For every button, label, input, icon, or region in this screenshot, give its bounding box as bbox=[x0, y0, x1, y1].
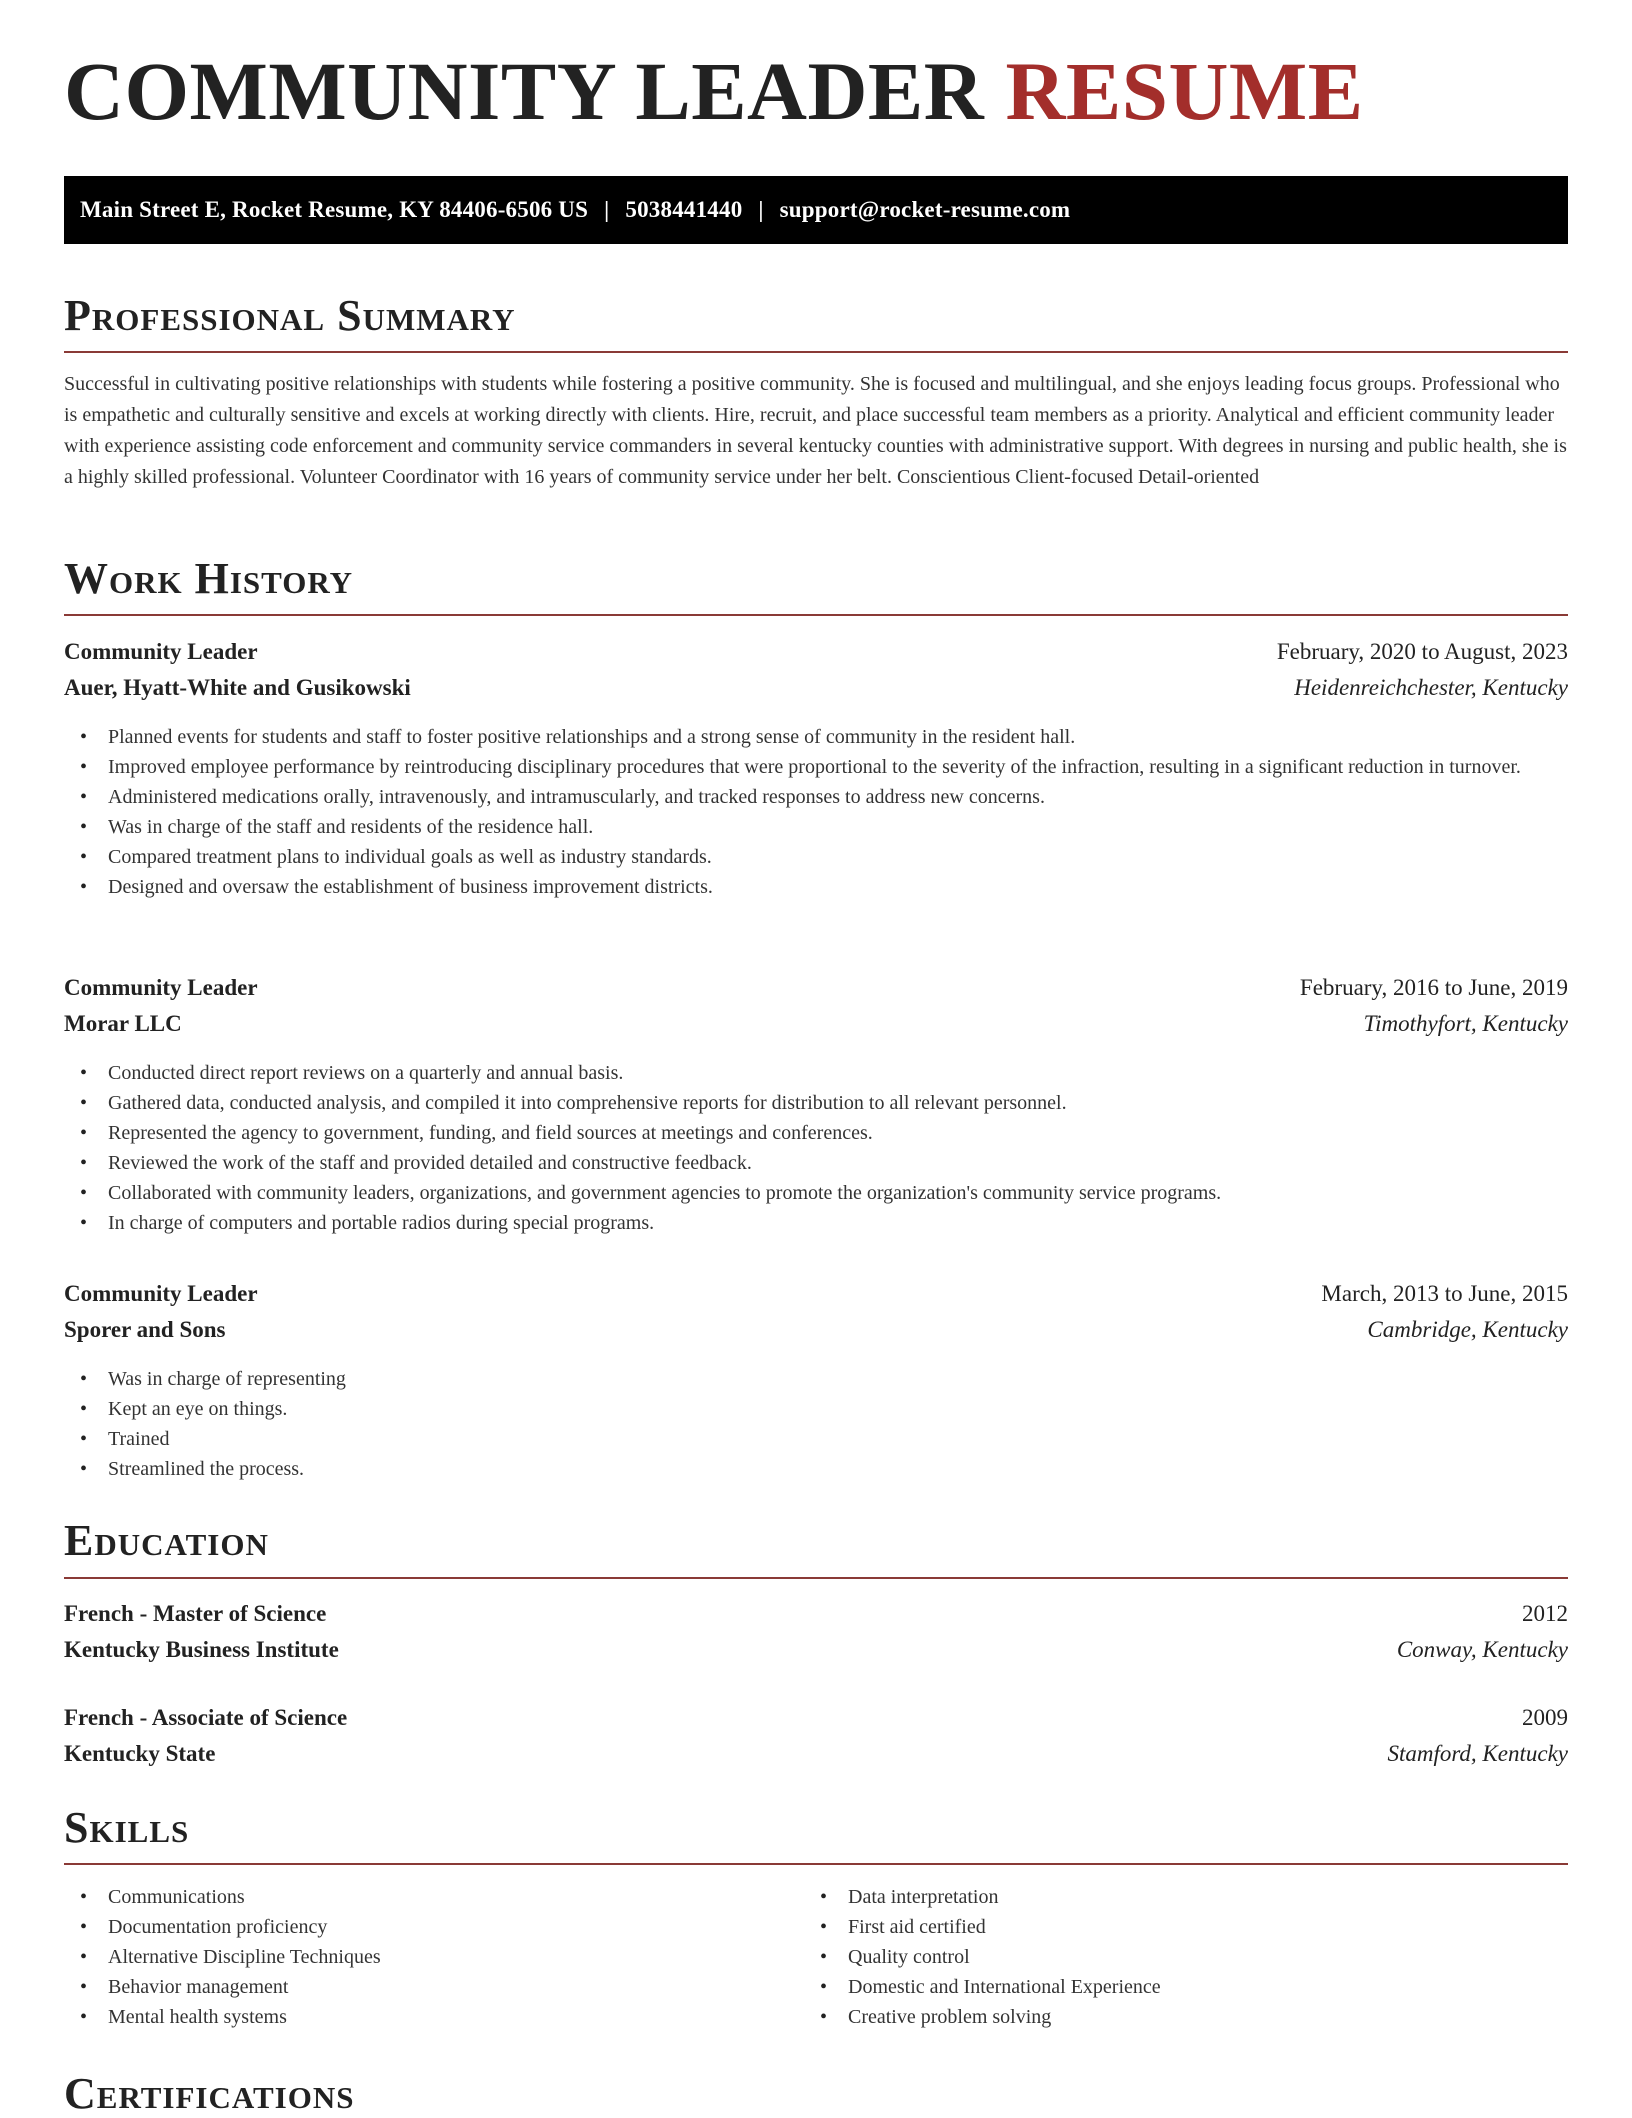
job-title: Community Leader bbox=[64, 975, 258, 1000]
job-location: Timothyfort, Kentucky bbox=[1363, 1011, 1568, 1036]
education-degree-row bbox=[64, 1599, 1568, 1629]
certifications-heading: Certifications bbox=[64, 2069, 355, 2118]
job-bullets bbox=[64, 1364, 1568, 1484]
contact-separator: | bbox=[758, 197, 764, 222]
summary-heading: Professional Summary bbox=[64, 291, 516, 340]
job-title: Community Leader bbox=[64, 639, 258, 664]
job-company-row bbox=[64, 1009, 1568, 1039]
education-school-row bbox=[64, 1635, 1568, 1665]
list-item: • First aid certified bbox=[804, 1912, 1568, 1942]
education-heading: Education bbox=[64, 1516, 269, 1565]
contact-address: Main Street E, Rocket Resume, KY 84406-6506 US bbox=[80, 197, 589, 222]
job-company: Sporer and Sons bbox=[64, 1317, 226, 1342]
list-item: • Quality control bbox=[804, 1942, 1568, 1972]
list-item: • Represented the agency to government, funding, and field sources at meetings and conferences. bbox=[64, 1118, 1568, 1148]
list-item: • Reviewed the work of the staff and provided detailed and constructive feedback. bbox=[64, 1148, 1568, 1178]
list-item: • Alternative Discipline Techniques bbox=[64, 1942, 784, 1972]
job-company: Auer, Hyatt-White and Gusikowski bbox=[64, 675, 411, 700]
certifications-section-heading bbox=[64, 2069, 1568, 2118]
education-school: Kentucky Business Institute bbox=[64, 1637, 339, 1662]
education-location: Conway, Kentucky bbox=[1396, 1637, 1568, 1662]
list-item: • In charge of computers and portable radios during special programs. bbox=[64, 1208, 1568, 1238]
list-item: • Was in charge of the staff and residents of the residence hall. bbox=[64, 812, 1568, 842]
summary-section-heading bbox=[64, 291, 1568, 340]
title-main: COMMUNITY LEADER bbox=[64, 45, 985, 137]
skills-list-left bbox=[64, 1882, 784, 2032]
list-item: • Designed and oversaw the establishment of business improvement districts. bbox=[64, 872, 1568, 902]
list-item: • Communications bbox=[64, 1882, 784, 1912]
list-item: • Streamlined the process. bbox=[64, 1454, 1568, 1484]
list-item: • Behavior management bbox=[64, 1972, 784, 2002]
skills-list-right bbox=[804, 1882, 1568, 2032]
list-item: • Collaborated with community leaders, organizations, and government agencies to promote the organization's community service programs. bbox=[64, 1178, 1568, 1208]
section-divider bbox=[64, 351, 1568, 353]
job-title-row bbox=[64, 973, 1568, 1003]
section-divider bbox=[64, 1863, 1568, 1865]
list-item: • Improved employee performance by reintroducing disciplinary procedures that were proportional to the severity of the infraction, resulting in a significant reduction in turnover. bbox=[64, 752, 1568, 782]
work-heading: Work History bbox=[64, 554, 354, 603]
job-company: Morar LLC bbox=[64, 1011, 182, 1036]
job-location: Heidenreichchester, Kentucky bbox=[1294, 675, 1568, 700]
summary-text: Successful in cultivating positive relationships with students while fostering a positive community. She is focused and multilingual, and she enjoys leading focus groups. Professional who is empathetic and culturally sensitive and excels at working directly with clients. Hire, recruit, and place successful team members as a priority. Analytical and efficient community leader with experience assisting code enforcement and community service commanders in several kentucky counties with administrative support. With degrees in nursing and public health, she is a highly skilled professional. Volunteer Coordinator with 16 years of community service under her belt. Conscientious Client-focused Detail-oriented bbox=[64, 373, 1567, 488]
job-location: Cambridge, Kentucky bbox=[1367, 1317, 1568, 1342]
work-section-heading bbox=[64, 554, 1568, 603]
list-item: • Administered medications orally, intravenously, and intramuscularly, and tracked responses to address new concerns. bbox=[64, 782, 1568, 812]
list-item: • Mental health systems bbox=[64, 2002, 784, 2032]
education-degree-row bbox=[64, 1703, 1568, 1733]
resume-title bbox=[64, 45, 1364, 137]
education-degree: French - Master of Science bbox=[64, 1601, 327, 1626]
job-bullets bbox=[64, 1058, 1568, 1238]
job-dates: March, 2013 to June, 2015 bbox=[1321, 1281, 1568, 1306]
job-dates: February, 2020 to August, 2023 bbox=[1276, 639, 1568, 664]
contact-email: support@rocket-resume.com bbox=[779, 197, 1071, 222]
list-item: • Documentation proficiency bbox=[64, 1912, 784, 1942]
list-item: • Creative problem solving bbox=[804, 2002, 1568, 2032]
job-title: Community Leader bbox=[64, 1281, 258, 1306]
contact-bar bbox=[64, 176, 1568, 244]
list-item: • Trained bbox=[64, 1424, 1568, 1454]
list-item: • Planned events for students and staff to foster positive relationships and a strong sense of community in the resident hall. bbox=[64, 722, 1568, 752]
list-item: • Conducted direct report reviews on a quarterly and annual basis. bbox=[64, 1058, 1568, 1088]
list-item: • Kept an eye on things. bbox=[64, 1394, 1568, 1424]
list-item: • Domestic and International Experience bbox=[804, 1972, 1568, 2002]
title-accent: RESUME bbox=[1005, 45, 1364, 137]
job-bullets bbox=[64, 722, 1568, 902]
job-dates: February, 2016 to June, 2019 bbox=[1299, 975, 1568, 1000]
education-degree: French - Associate of Science bbox=[64, 1705, 348, 1730]
list-item: • Data interpretation bbox=[804, 1882, 1568, 1912]
skills-heading: Skills bbox=[64, 1803, 190, 1852]
education-year: 2009 bbox=[1522, 1705, 1568, 1730]
contact-separator: | bbox=[604, 197, 610, 222]
job-company-row bbox=[64, 1315, 1568, 1345]
job-title-row bbox=[64, 637, 1568, 667]
contact-phone: 5038441440 bbox=[625, 197, 743, 222]
education-school: Kentucky State bbox=[64, 1741, 216, 1766]
education-section-heading bbox=[64, 1516, 1568, 1565]
list-item: • Compared treatment plans to individual goals as well as industry standards. bbox=[64, 842, 1568, 872]
job-title-row bbox=[64, 1279, 1568, 1309]
list-item: • Was in charge of representing bbox=[64, 1364, 1568, 1394]
skills-section-heading bbox=[64, 1803, 1568, 1852]
education-year: 2012 bbox=[1522, 1601, 1568, 1626]
education-location: Stamford, Kentucky bbox=[1387, 1741, 1568, 1766]
education-school-row bbox=[64, 1739, 1568, 1769]
list-item: • Gathered data, conducted analysis, and compiled it into comprehensive reports for distribution to all relevant personnel. bbox=[64, 1088, 1568, 1118]
section-divider bbox=[64, 1577, 1568, 1579]
job-company-row bbox=[64, 673, 1568, 703]
section-divider bbox=[64, 614, 1568, 616]
